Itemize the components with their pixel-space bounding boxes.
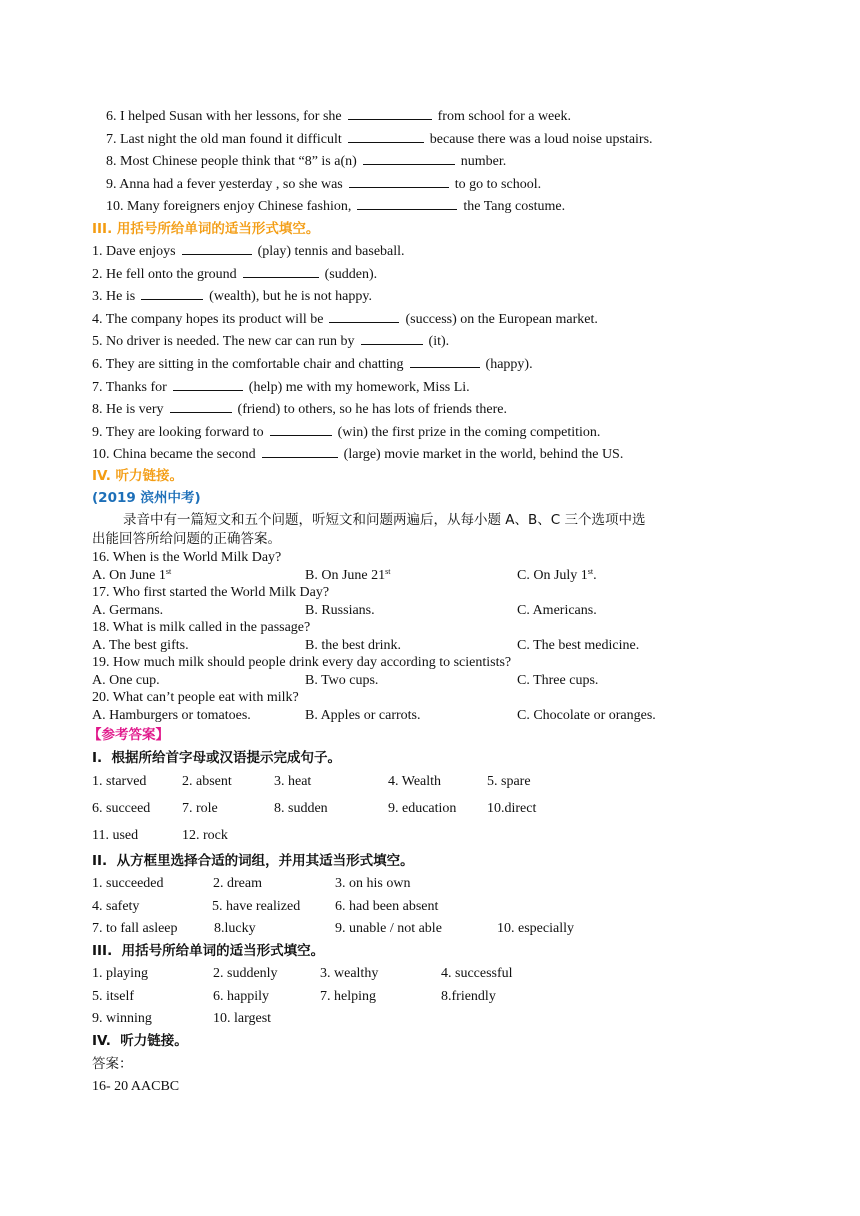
answer-cell: 2. absent [182,774,232,789]
question-stem: 17. Who first started the World Milk Day? [92,585,330,600]
answer-cell: 8.lucky [214,921,256,937]
option-text: C. Three cups. [517,672,599,688]
answer-value: 16- 20 AACBC [92,1079,180,1094]
fill-in-item [92,378,470,397]
option-text: B. Russians. [305,602,375,618]
option-b [305,637,401,655]
item-prompt: 7. Last night the old man found it difficult [106,131,342,147]
fill-in-item [106,175,541,194]
option-text: C. Chocolate or oranges. [517,707,656,723]
item-hint: to go to school. [454,176,542,192]
answer-blank [173,378,243,391]
answer-key-title: 【参考答案】 [88,727,169,743]
option-text: A. Hamburgers or tomatoes. [92,707,251,723]
option-text: A. One cup. [92,672,160,688]
answer-cell: 10. largest [213,1011,272,1027]
option-text: B. On June 21 [305,567,386,583]
item-prompt: 9. Anna had a fever yesterday , so she was [106,176,343,192]
fill-in-item [106,130,653,149]
answer-cell: 12. rock [182,828,228,843]
answer-blank [363,152,455,165]
answer-heading-ii: II. 从方框里选择合适的词组，并用其适当形式填空。 [92,853,414,869]
item-hint: (friend) to others, so he has lots of friends there. [237,402,507,418]
item-prompt: 10. China became the second [92,447,256,463]
answer-cell: 7. helping [320,988,376,1004]
item-prompt: 5. No driver is needed. The new car can run by [92,334,355,350]
answer-cell: 2. dream [213,876,262,891]
answer-cell: 5. itself [92,988,134,1004]
item-prompt: 3. He is [92,289,136,305]
answer-blank [329,310,399,323]
answer-cell: 7. to fall asleep [92,921,178,937]
option-c [517,672,598,690]
option-text: C. The best medicine. [517,637,640,653]
option-text: A. The best gifts. [92,637,189,653]
item-hint: (it). [428,334,450,350]
answer-heading-iii: III. 用括号所给单词的适当形式填空。 [92,943,325,959]
answer-cell: 4. safety [92,898,140,914]
fill-in-item [92,242,405,261]
answer-cell: 9. unable / not able [335,921,442,937]
fill-in-item [92,423,600,442]
item-hint: the Tang costume. [463,199,566,215]
answer-cell: 3. wealthy [320,966,379,981]
fill-in-item [106,152,506,171]
option-text: B. Apples or carrots. [305,707,421,723]
item-hint: because there was a loud noise upstairs. [429,131,653,147]
option-text: C. Americans. [517,602,597,618]
answer-heading-iv: IV. 听力链接。 [92,1033,188,1049]
answer-cell: 11. used [92,828,139,843]
fill-in-item [106,107,571,126]
instruction-line: 出能回答所给问题的正确答案。 [92,531,281,547]
option-sup: st [587,566,594,576]
answer-cell: 1. succeeded [92,876,164,891]
item-hint: (sudden). [324,266,378,282]
option-text: B. Two cups. [305,672,379,688]
option-sup: st [165,566,172,576]
answer-cell: 1. playing [92,966,148,981]
fill-in-item [106,197,565,216]
answer-blank [141,287,203,300]
question-stem: 18. What is milk called in the passage? [92,620,311,635]
answer-blank [270,423,332,436]
option-a [92,637,189,655]
option-text: C. On July 1 [517,567,588,583]
item-prompt: 9. They are looking forward to [92,424,264,440]
option-text: A. On June 1 [92,567,166,583]
fill-in-item [92,265,377,284]
option-a [92,707,251,725]
option-text: B. the best drink. [305,637,402,653]
option-b [305,567,390,585]
option-c [517,602,597,620]
item-prompt: 8. Most Chinese people think that “8” is a(n) [106,154,357,170]
answer-cell: 7. role [182,801,218,816]
answer-cell: 8. sudden [274,801,328,816]
option-b [305,672,378,690]
question-stem: 19. How much milk should people drink every day according to scientists? [92,655,512,670]
item-hint: from school for a week. [437,109,571,124]
answer-blank [243,265,319,278]
answer-blank [410,355,480,368]
instruction-line: 录音中有一篇短文和五个问题，听短文和问题两遍后，从每小题 A、B、C 三个选项中选 [123,512,646,528]
answer-cell: 6. succeed [92,801,151,816]
fill-in-item [92,355,533,374]
item-hint: (large) movie market in the world, behind the US. [343,447,624,463]
option-text: A. Germans. [92,602,164,618]
item-hint: (success) on the European market. [405,311,598,327]
option-a [92,672,160,690]
item-prompt: 1. Dave enjoys [92,244,176,259]
item-hint: number. [460,154,507,170]
item-prompt: 2. He fell onto the ground [92,266,237,282]
answer-cell: 5. have realized [212,898,301,914]
answer-cell: 3. on his own [335,876,411,891]
answer-cell: 10.direct [487,801,537,816]
item-prompt: 6. They are sitting in the comfortable chair and chatting [92,357,404,372]
answer-blank [357,197,457,210]
item-hint: (win) the first prize in the coming competition. [337,424,601,440]
answer-cell: 4. successful [441,966,513,981]
answer-cell: 5. spare [487,774,531,789]
answer-blank [262,445,338,458]
item-hint: (help) me with my homework, Miss Li. [248,379,470,395]
section-heading-iii: III. 用括号所给单词的适当形式填空。 [92,221,320,237]
item-hint: (happy). [485,357,533,372]
option-sup: st [385,566,391,576]
item-prompt: 6. I helped Susan with her lessons, for she [106,109,342,124]
fill-in-item [92,400,507,419]
option-tail: . [593,567,597,583]
fill-in-item [92,445,623,464]
answer-cell: 2. suddenly [213,966,278,981]
fill-in-item [92,287,372,306]
question-stem: 20. What can’t people eat with milk? [92,690,299,705]
answer-blank [348,107,432,120]
fill-in-item [92,332,449,351]
answer-blank [170,400,232,413]
option-a [92,602,163,620]
answer-blank [361,332,423,345]
answer-cell: 4. Wealth [388,774,442,789]
section-heading-iv: IV. 听力链接。 [92,468,184,484]
option-b [305,602,375,620]
answer-cell: 10. especially [497,921,574,937]
option-a [92,567,171,585]
answer-blank [349,175,449,188]
item-hint: (play) tennis and baseball. [257,244,405,259]
answer-cell: 3. heat [274,774,312,789]
item-prompt: 8. He is very [92,402,164,418]
answer-blank [182,242,252,255]
answer-blank [348,130,424,143]
item-hint: (wealth), but he is not happy. [209,289,372,305]
answer-cell: 9. education [388,801,457,816]
option-b [305,707,420,725]
option-c [517,637,639,655]
answer-cell: 9. winning [92,1011,152,1027]
exam-source: (2019 滨州中考) [92,490,201,506]
option-c [517,567,597,585]
answer-cell: 1. starved [92,774,147,789]
item-prompt: 10. Many foreigners enjoy Chinese fashion, [106,199,352,215]
answer-cell: 6. had been absent [335,898,439,914]
answer-cell: 6. happily [213,988,269,1004]
option-c [517,707,656,725]
answer-heading-i: I. 根据所给首字母或汉语提示完成句子。 [92,750,342,766]
answer-cell: 8.friendly [441,988,496,1004]
question-stem: 16. When is the World Milk Day? [92,550,282,565]
answer-label: 答案： [92,1056,133,1072]
item-prompt: 7. Thanks for [92,379,167,395]
fill-in-item [92,310,598,329]
item-prompt: 4. The company hopes its product will be [92,311,324,327]
